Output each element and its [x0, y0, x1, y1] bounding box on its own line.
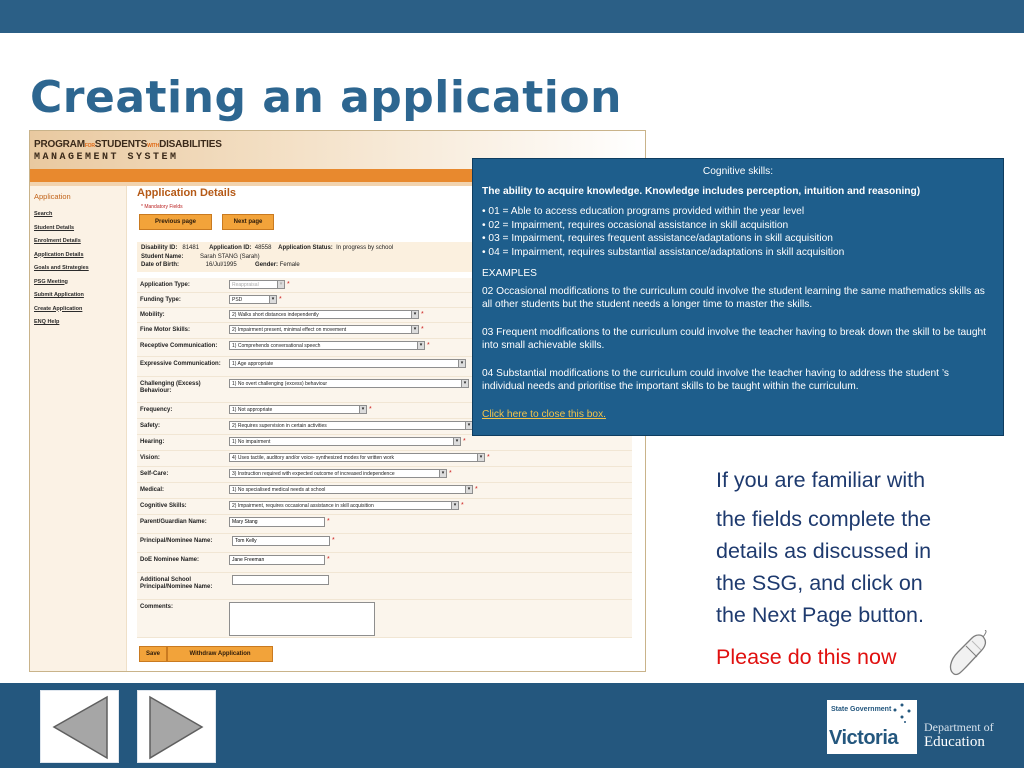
arrow-left-icon	[41, 691, 120, 764]
field-parent: Parent/Guardian Name: Mary Stang *	[137, 515, 632, 534]
sidebar-item-search[interactable]: Search	[34, 211, 53, 217]
popup-bullet: • 02 = Impairment, requires occasional assistance in skill acquisition	[482, 219, 789, 231]
popup-definition: The ability to acquire knowledge. Knowledge includes perception, intuition and reasoning)	[482, 185, 921, 197]
mouse-icon	[946, 630, 988, 676]
victoria-logo-box: State Government Victoria	[827, 700, 917, 754]
field-additional: Additional School Principal/Nominee Name:	[137, 573, 632, 600]
popup-examples-heading: EXAMPLES	[482, 268, 537, 279]
popup-example-02: 02 Occasional modifications to the curriculum could involve the student learning the same mathematics skills as all other students but the student needs a longer time to master the skills.	[482, 285, 985, 310]
frequency-select[interactable]: 1) Not appropriate ▾	[229, 405, 367, 414]
fine-motor-select[interactable]: 2) Impairment present, minimal effect on movement ▾	[229, 325, 419, 334]
southern-cross-icon	[889, 702, 915, 726]
mandatory-note: * Mandatory Fields	[141, 204, 183, 210]
sidebar-item-goals[interactable]: Goals and Strategies	[34, 265, 89, 271]
field-application-type: Application Type: Reappraisal ▾ *	[137, 278, 632, 293]
safety-select[interactable]: 2) Requires supervision in certain activities ▾	[229, 421, 473, 430]
field-self-care: Self-Care: 3) Instruction required with expected outcome of increased independence ▾ *	[137, 467, 632, 483]
field-mobility: Mobility: 2) Walks short distances independently ▾ *	[137, 308, 632, 323]
self-care-select[interactable]: 3) Instruction required with expected outcome of increased independence ▾	[229, 469, 447, 478]
principal-name-input[interactable]: Tom Kelly	[232, 536, 330, 546]
medical-select[interactable]: 1) No specialised medical needs at school ▾	[229, 485, 473, 494]
cognitive-skills-popup	[472, 158, 1004, 436]
field-expressive: Expressive Communication: 1) Age appropriate ▾	[137, 357, 632, 377]
field-funding-type: Funding Type: PSD ▾ *	[137, 293, 632, 308]
doe-nominee-input[interactable]: Jane Freeman	[229, 555, 325, 565]
field-safety: Safety: 2) Requires supervision in certain activities ▾	[137, 419, 632, 435]
popup-header: Cognitive skills:	[702, 166, 774, 177]
receptive-select[interactable]: 1) Comprehends conversational speech ▾	[229, 341, 425, 350]
field-challenging: Challenging (Excess) Behaviour: 1) No overt challenging (excess) behaviour ▾	[137, 377, 632, 403]
comments-textarea[interactable]	[229, 602, 375, 636]
sidebar-item-enq-help[interactable]: ENQ Help	[34, 319, 60, 325]
sidebar-item-application-details[interactable]: Application Details	[34, 251, 84, 258]
popup-example-04: 04 Substantial modifications to the curriculum could involve the teacher having to address the student ’s individual needs and prioritise the important skills to be taught within the curriculum.	[482, 367, 950, 392]
next-page-button[interactable]: Next page	[222, 214, 274, 230]
hearing-select[interactable]: 1) No impairment ▾	[229, 437, 461, 446]
sidebar-item-enrolment-details[interactable]: Enrolment Details	[34, 238, 81, 244]
parent-name-input[interactable]: Mary Stang	[229, 517, 325, 527]
previous-page-button[interactable]: Previous page	[139, 214, 212, 230]
top-banner	[0, 0, 1024, 33]
field-doe: DoE Nominee Name: Jane Freeman *	[137, 553, 632, 573]
sidebar-item-psg-meeting[interactable]: PSG Meeting	[34, 278, 68, 285]
sidebar-item-student-details[interactable]: Student Details	[34, 224, 75, 231]
sidebar-heading: Application	[34, 192, 71, 201]
arrow-right-icon	[138, 691, 217, 764]
field-receptive: Receptive Communication: 1) Comprehends conversational speech ▾ *	[137, 339, 632, 357]
instructions-text: If you are familiar with the fields complete the details as discussed in the SSG, and click on the Next Page button.	[716, 468, 932, 627]
app-page-title: Application Details	[137, 187, 237, 199]
save-button[interactable]: Save	[139, 646, 167, 662]
field-cognitive: Cognitive Skills: 2) Impairment, requires occasional assistance in skill acquisition ▾ *	[137, 499, 632, 515]
application-type-select[interactable]: Reappraisal ▾	[229, 280, 285, 289]
field-fine-motor: Fine Motor Skills: 2) Impairment present, minimal effect on movement ▾ *	[137, 323, 632, 339]
app-logo: PROGRAMFORSTUDENTSWITHDISABILITIES	[34, 139, 222, 150]
previous-slide-button[interactable]	[40, 690, 119, 763]
mobility-select[interactable]: 2) Walks short distances independently ▾	[229, 310, 419, 319]
popup-bullet: • 03 = Impairment, requires frequent assistance/adaptations in skill acquisition	[482, 233, 833, 244]
popup-example-03: 03 Frequent modifications to the curriculum could involve the teacher having to break down the skill to be taught into small achievable skills.	[482, 326, 987, 351]
popup-close-link[interactable]: Click here to close this box.	[482, 408, 607, 420]
cognitive-select[interactable]: 2) Impairment, requires occasional assistance in skill acquisition ▾	[229, 501, 459, 510]
field-comments: Comments:	[137, 600, 632, 638]
field-vision: Vision: 4) Uses tactile, auditory and/or voice- synthesized modes for written work ▾ *	[137, 451, 632, 467]
app-logo-subtitle: MANAGEMENT SYSTEM	[34, 152, 179, 163]
slide-title: Creating an application	[30, 72, 622, 123]
popup-bullet: • 04 = Impairment, requires substantial assistance/adaptations in skill acquisition	[482, 246, 845, 258]
sidebar-item-create[interactable]: Create Application	[34, 305, 83, 312]
field-hearing: Hearing: 1) No impairment ▾ *	[137, 435, 632, 451]
next-slide-button[interactable]	[137, 690, 216, 763]
field-principal: Principal/Nominee Name: Tom Kelly *	[137, 534, 632, 553]
additional-nominee-input[interactable]	[232, 575, 329, 585]
student-info-panel: Disability ID: 81481 Application ID: 48558 Application Status: In progress by school Student Name: Sarah STANG (Sarah) Date of Birth: 16/Jul/1995 Gender: Female	[137, 242, 632, 272]
expressive-select[interactable]: 1) Age appropriate ▾	[229, 359, 466, 368]
victoria-education-logo: State Government Victoria Department of Education	[827, 700, 1007, 755]
field-medical: Medical: 1) No specialised medical needs at school ▾ *	[137, 483, 632, 499]
please-do-this-now: Please do this now	[716, 645, 897, 669]
field-frequency: Frequency: 1) Not appropriate ▾ *	[137, 403, 632, 419]
vision-select[interactable]: 4) Uses tactile, auditory and/or voice- synthesized modes for written work ▾	[229, 453, 485, 462]
popup-bullet: • 01 = Able to access education programs provided within the year level	[482, 206, 805, 217]
withdraw-application-button[interactable]: Withdraw Application	[167, 646, 273, 662]
sidebar-item-submit[interactable]: Submit Application	[34, 292, 84, 298]
funding-type-select[interactable]: PSD ▾	[229, 295, 277, 304]
app-sidebar	[30, 186, 127, 672]
challenging-select[interactable]: 1) No overt challenging (excess) behaviour ▾	[229, 379, 469, 388]
